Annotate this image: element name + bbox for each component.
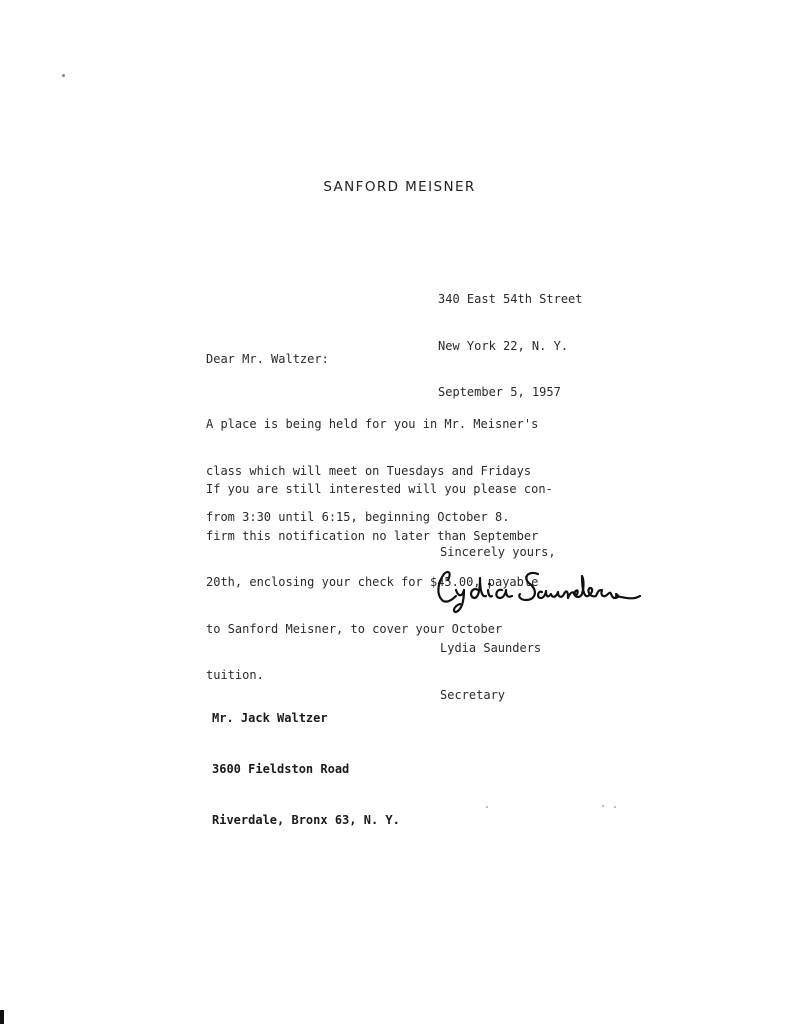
closing: Sincerely yours, bbox=[440, 545, 556, 559]
paragraph-line: 20th, enclosing your check for $45.00, payable bbox=[206, 575, 539, 589]
paragraph-line: firm this notification no later than September bbox=[206, 528, 539, 543]
scan-speck bbox=[486, 806, 488, 808]
recipient-address-block bbox=[212, 676, 400, 863]
letterhead: SANFORD MEISNER bbox=[323, 179, 476, 195]
letter-date: September 5, 1957 bbox=[438, 385, 561, 399]
salutation: Dear Mr. Waltzer: bbox=[206, 352, 329, 366]
recipient-city: Riverdale, Bronx 63, N. Y. bbox=[212, 813, 400, 827]
signer-title: Secretary bbox=[440, 687, 506, 702]
handwritten-signature bbox=[430, 560, 645, 616]
paragraph-line: tuition. bbox=[206, 668, 264, 682]
recipient-name: Mr. Jack Waltzer bbox=[212, 711, 328, 725]
recipient-street: 3600 Fieldston Road bbox=[212, 762, 350, 776]
scan-speck bbox=[614, 806, 616, 808]
scan-speck bbox=[62, 74, 65, 77]
paragraph-line: to Sanford Meisner, to cover your October bbox=[206, 621, 503, 636]
signer-name: Lydia Saunders bbox=[440, 641, 542, 655]
paragraph-line: If you are still interested will you please con- bbox=[206, 482, 553, 496]
paragraph-line: from 3:30 until 6:15, beginning October 8. bbox=[206, 510, 510, 524]
sender-street: 340 East 54th Street bbox=[438, 292, 583, 306]
scan-speck bbox=[602, 805, 604, 807]
scan-edge-mark bbox=[0, 1010, 4, 1024]
paragraph-line: A place is being held for you in Mr. Meisner's bbox=[206, 417, 539, 431]
paragraph-line: class which will meet on Tuesdays and Fridays bbox=[206, 463, 532, 478]
sender-city: New York 22, N. Y. bbox=[438, 338, 569, 353]
signer-block bbox=[440, 610, 541, 734]
